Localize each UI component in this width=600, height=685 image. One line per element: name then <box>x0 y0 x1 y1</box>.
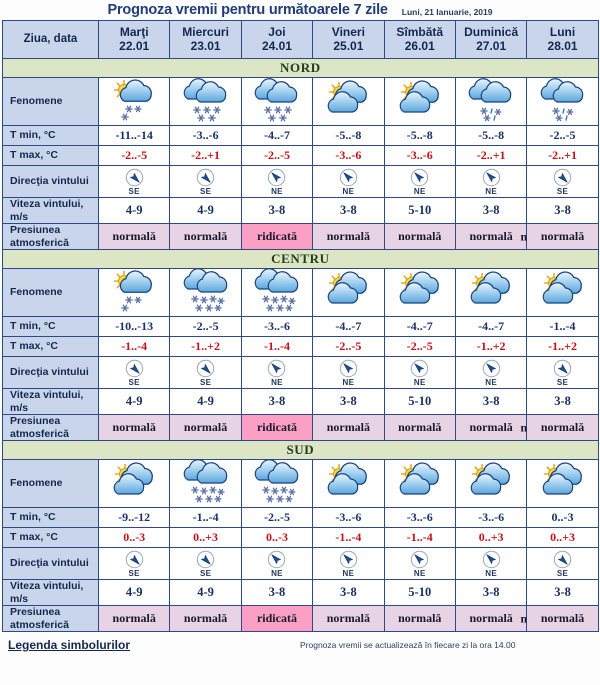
row-label-pressure: Presiunea atmosferică <box>3 415 99 441</box>
wind-speed-value-0-2: 3-8 <box>241 198 312 224</box>
wind-dir-cell-1-1 <box>170 357 241 389</box>
sun-cloud-icon <box>385 270 455 316</box>
pressure-value-0-5: normală <box>455 224 526 250</box>
pressure-value-2-0: normală <box>99 606 170 632</box>
tmin-value-1-4: -4..-7 <box>384 317 455 337</box>
row-label-tmin: T min, °C <box>3 317 99 337</box>
forecast-table-body <box>3 21 599 632</box>
row-label-wind-speed: Viteza vintului, m/s <box>3 580 99 606</box>
wind-speed-value-1-5: 3-8 <box>455 389 526 415</box>
wind-dir-cell-0-1 <box>170 166 241 198</box>
weather-cell-2-2 <box>241 460 312 508</box>
pressure-value-0-1: normală <box>170 224 241 250</box>
wind-dir-cell-2-5 <box>455 548 526 580</box>
tmax-value-1-4: -2..-5 <box>384 337 455 357</box>
tmax-value-0-0: -2..-5 <box>99 146 170 166</box>
wind-speed-value-1-0: 4-9 <box>99 389 170 415</box>
row-wind-direction-0 <box>3 166 599 198</box>
weather-cell-1-6 <box>527 269 598 317</box>
pressure-value-0-3: normală <box>313 224 384 250</box>
wind-dir-label-2-4: NE <box>413 568 426 578</box>
legend-link[interactable]: Legenda simbolurilor <box>8 638 131 652</box>
forecast-date: Luni, 21 Ianuarie, 2019 <box>401 6 493 17</box>
tmax-value-1-5: -1..+2 <box>455 337 526 357</box>
compass-se-icon <box>125 359 144 378</box>
tmax-value-1-1: -1..+2 <box>170 337 241 357</box>
compass-se-icon <box>553 168 572 187</box>
wind-speed-value-0-3: 3-8 <box>313 198 384 224</box>
compass-ne-icon <box>339 168 358 187</box>
pressure-value-1-5: normală <box>455 415 526 441</box>
region-title-centru: CENTRU <box>3 250 599 269</box>
compass-se-icon <box>125 168 144 187</box>
pressure-value-1-1: normală <box>170 415 241 441</box>
row-tmax-0 <box>3 146 599 166</box>
weather-cell-2-6 <box>527 460 598 508</box>
compass-se-icon <box>553 550 572 569</box>
tmax-value-2-1: 0..+3 <box>170 528 241 548</box>
sun-cloud-snow-icon <box>99 79 169 125</box>
compass-se-icon <box>125 550 144 569</box>
tmax-value-1-2: -1..-4 <box>241 337 312 357</box>
pressure-value-2-3: normală <box>313 606 384 632</box>
footer <box>0 632 600 658</box>
pressure-overflow-artifact: n <box>520 229 528 243</box>
weather-cell-0-6 <box>527 78 598 126</box>
tmax-value-2-5: 0..+3 <box>455 528 526 548</box>
row-fenomene-2 <box>3 460 599 508</box>
header-cell-day-5: Duminică 27.01 <box>455 21 526 59</box>
wind-speed-value-1-1: 4-9 <box>170 389 241 415</box>
row-tmax-1 <box>3 337 599 357</box>
wind-speed-value-2-6: 3-8 <box>527 580 598 606</box>
tmax-value-1-0: -1..-4 <box>99 337 170 357</box>
wind-dir-label-0-2: NE <box>271 186 283 196</box>
wind-speed-value-2-1: 4-9 <box>170 580 241 606</box>
wind-dir-cell-2-2 <box>241 548 312 580</box>
compass-ne-icon <box>482 359 501 378</box>
forecast-table <box>2 20 599 632</box>
tmin-value-0-1: -3..-6 <box>170 126 241 146</box>
tmax-value-0-5: -2..+1 <box>455 146 526 166</box>
page-title-bar <box>0 0 600 20</box>
cloud-snow-heavy-icon <box>170 270 240 316</box>
cloud-snow-icon <box>170 79 240 125</box>
compass-se-icon <box>553 359 572 378</box>
table-header-row <box>3 21 599 59</box>
weather-cell-0-4 <box>384 78 455 126</box>
wind-dir-label-0-0: SE <box>128 186 140 196</box>
row-label-tmin: T min, °C <box>3 508 99 528</box>
wind-dir-label-1-2: NE <box>271 377 283 387</box>
tmin-value-2-3: -3..-6 <box>313 508 384 528</box>
wind-speed-value-1-2: 3-8 <box>241 389 312 415</box>
tmin-value-2-2: -2..-5 <box>241 508 312 528</box>
row-wind-speed-0 <box>3 198 599 224</box>
row-label-wind-direction: Direcţia vintului <box>3 548 99 580</box>
tmax-value-2-2: 0..-3 <box>241 528 312 548</box>
tmin-value-2-5: -3..-6 <box>455 508 526 528</box>
wind-dir-label-0-5: NE <box>485 186 497 196</box>
wind-speed-value-2-4: 5-10 <box>384 580 455 606</box>
tmin-value-1-0: -10..-13 <box>99 317 170 337</box>
tmin-value-0-6: -2..-5 <box>527 126 598 146</box>
compass-ne-icon <box>339 550 358 569</box>
wind-dir-label-0-3: NE <box>342 186 355 196</box>
tmin-value-0-2: -4..-7 <box>241 126 312 146</box>
row-tmin-2 <box>3 508 599 528</box>
compass-se-icon <box>196 550 215 569</box>
header-cell-day-1: Miercuri 23.01 <box>170 21 241 59</box>
wind-dir-cell-1-6 <box>527 357 598 389</box>
tmin-value-2-0: -9..-12 <box>99 508 170 528</box>
tmin-value-0-4: -5..-8 <box>384 126 455 146</box>
weather-cell-1-4 <box>384 269 455 317</box>
sun-cloud-icon <box>313 79 383 125</box>
weather-cell-1-1 <box>170 269 241 317</box>
pressure-value-2-4: normală <box>384 606 455 632</box>
pressure-overflow-artifact: n <box>520 611 528 625</box>
tmin-value-2-6: 0..-3 <box>527 508 598 528</box>
row-wind-direction-2 <box>3 548 599 580</box>
sun-cloud-icon <box>99 461 169 507</box>
tmax-value-0-2: -2..-5 <box>241 146 312 166</box>
wind-dir-label-0-6: SE <box>556 186 569 196</box>
weather-cell-1-2 <box>241 269 312 317</box>
wind-dir-label-0-1: SE <box>199 186 212 196</box>
compass-ne-icon <box>267 168 286 187</box>
tmin-value-2-1: -1..-4 <box>170 508 241 528</box>
header-cell-day-2: Joi 24.01 <box>241 21 312 59</box>
compass-ne-icon <box>482 168 501 187</box>
pressure-value-1-4: normală <box>384 415 455 441</box>
row-tmin-1 <box>3 317 599 337</box>
tmin-value-1-1: -2..-5 <box>170 317 241 337</box>
sun-cloud-icon <box>456 270 526 316</box>
row-wind-speed-2 <box>3 580 599 606</box>
tmax-value-2-6: 0..+3 <box>527 528 598 548</box>
sun-cloud-icon <box>527 461 597 507</box>
pressure-value-1-6: n normală <box>527 415 598 441</box>
wind-dir-label-2-3: NE <box>342 568 355 578</box>
compass-ne-icon <box>410 550 429 569</box>
wind-speed-value-0-6: 3-8 <box>527 198 598 224</box>
weather-cell-0-2 <box>241 78 312 126</box>
wind-speed-value-1-4: 5-10 <box>384 389 455 415</box>
pressure-overflow-artifact: n <box>520 420 528 434</box>
weather-cell-2-1 <box>170 460 241 508</box>
tmax-value-0-1: -2..+1 <box>170 146 241 166</box>
wind-dir-label-1-0: SE <box>128 377 140 387</box>
row-tmin-0 <box>3 126 599 146</box>
wind-dir-label-1-6: SE <box>556 377 569 387</box>
weather-cell-1-0 <box>99 269 170 317</box>
weather-cell-1-3 <box>313 269 384 317</box>
tmax-value-0-6: -2..+1 <box>527 146 598 166</box>
row-fenomene-1 <box>3 269 599 317</box>
tmax-value-1-3: -2..-5 <box>313 337 384 357</box>
pressure-value-2-2: ridicată <box>241 606 312 632</box>
header-cell-day-label: Ziua, data <box>3 21 99 59</box>
row-label-wind-direction: Direcţia vintului <box>3 357 99 389</box>
tmax-value-2-0: 0..-3 <box>99 528 170 548</box>
tmax-value-2-4: -1..-4 <box>384 528 455 548</box>
row-label-wind-speed: Viteza vintului, m/s <box>3 198 99 224</box>
pressure-value-0-0: normală <box>99 224 170 250</box>
row-label-tmax: T max, °C <box>3 146 99 166</box>
tmin-value-1-2: -3..-6 <box>241 317 312 337</box>
wind-dir-cell-0-6 <box>527 166 598 198</box>
cloud-snow-icon <box>242 79 312 125</box>
wind-dir-cell-2-1 <box>170 548 241 580</box>
row-label-fenomene: Fenomene <box>3 78 99 126</box>
tmax-value-2-3: -1..-4 <box>313 528 384 548</box>
header-cell-day-6: Luni 28.01 <box>527 21 598 59</box>
wind-speed-value-1-3: 3-8 <box>313 389 384 415</box>
weather-cell-0-5 <box>455 78 526 126</box>
pressure-value-2-6: n normală <box>527 606 598 632</box>
pressure-value-0-4: normală <box>384 224 455 250</box>
row-pressure-1 <box>3 415 599 441</box>
sun-cloud-icon <box>313 461 383 507</box>
sun-cloud-snow-icon <box>99 270 169 316</box>
pressure-value-0-6: n normală <box>527 224 598 250</box>
wind-dir-cell-2-3 <box>313 548 384 580</box>
region-band-sud <box>3 441 599 460</box>
sun-cloud-icon <box>313 270 383 316</box>
row-wind-speed-1 <box>3 389 599 415</box>
compass-ne-icon <box>410 168 429 187</box>
wind-speed-value-2-2: 3-8 <box>241 580 312 606</box>
tmin-value-2-4: -3..-6 <box>384 508 455 528</box>
tmax-value-1-6: -1..+2 <box>527 337 598 357</box>
region-band-centru <box>3 250 599 269</box>
wind-dir-cell-0-0 <box>99 166 170 198</box>
cloud-snow-heavy-icon <box>242 461 312 507</box>
tmin-value-1-6: -1..-4 <box>527 317 598 337</box>
weather-cell-2-0 <box>99 460 170 508</box>
wind-speed-value-2-5: 3-8 <box>455 580 526 606</box>
header-cell-day-4: Sîmbătă 26.01 <box>384 21 455 59</box>
region-title-nord: NORD <box>3 59 599 78</box>
wind-dir-label-2-2: NE <box>271 568 283 578</box>
wind-dir-cell-2-0 <box>99 548 170 580</box>
pressure-value-1-2: ridicată <box>241 415 312 441</box>
compass-se-icon <box>196 168 215 187</box>
compass-se-icon <box>196 359 215 378</box>
cloud-snow-heavy-icon <box>242 270 312 316</box>
page-title: Prognoza vremii pentru următoarele 7 zile <box>107 2 388 18</box>
wind-dir-label-1-3: NE <box>342 377 355 387</box>
tmin-value-1-5: -4..-7 <box>455 317 526 337</box>
sun-cloud-icon <box>385 461 455 507</box>
tmin-value-0-5: -5..-8 <box>455 126 526 146</box>
header-cell-day-0: Marţi 22.01 <box>99 21 170 59</box>
wind-speed-value-2-0: 4-9 <box>99 580 170 606</box>
row-label-tmin: T min, °C <box>3 126 99 146</box>
row-label-pressure: Presiunea atmosferică <box>3 606 99 632</box>
weather-cell-2-3 <box>313 460 384 508</box>
wind-speed-value-2-3: 3-8 <box>313 580 384 606</box>
compass-ne-icon <box>339 359 358 378</box>
wind-speed-value-0-0: 4-9 <box>99 198 170 224</box>
wind-dir-label-2-6: SE <box>556 568 569 578</box>
wind-dir-label-1-4: NE <box>413 377 426 387</box>
wind-speed-value-1-6: 3-8 <box>527 389 598 415</box>
weather-cell-0-3 <box>313 78 384 126</box>
row-fenomene-0 <box>3 78 599 126</box>
wind-dir-cell-1-4 <box>384 357 455 389</box>
wind-speed-value-0-4: 5-10 <box>384 198 455 224</box>
row-label-fenomene: Fenomene <box>3 269 99 317</box>
wind-dir-label-2-1: SE <box>199 568 212 578</box>
sun-cloud-icon <box>385 79 455 125</box>
wind-dir-label-0-4: NE <box>413 186 426 196</box>
cloud-snow-rain-icon <box>456 79 526 125</box>
tmin-value-0-0: -11..-14 <box>99 126 170 146</box>
wind-speed-value-0-1: 4-9 <box>170 198 241 224</box>
region-title-sud: SUD <box>3 441 599 460</box>
update-note: Prognoza vremii se actualizează în fiecare zi la ora 14.00 <box>300 640 516 650</box>
sun-cloud-icon <box>527 270 597 316</box>
compass-ne-icon <box>267 550 286 569</box>
wind-dir-cell-0-5 <box>455 166 526 198</box>
tmax-value-0-3: -3..-6 <box>313 146 384 166</box>
wind-dir-cell-2-6 <box>527 548 598 580</box>
wind-dir-label-2-5: NE <box>485 568 497 578</box>
pressure-value-0-2: ridicată <box>241 224 312 250</box>
row-label-wind-direction: Direcţia vintului <box>3 166 99 198</box>
row-label-tmax: T max, °C <box>3 528 99 548</box>
compass-ne-icon <box>482 550 501 569</box>
weather-cell-2-5 <box>455 460 526 508</box>
wind-dir-cell-0-4 <box>384 166 455 198</box>
tmin-value-0-3: -5..-8 <box>313 126 384 146</box>
weather-cell-1-5 <box>455 269 526 317</box>
weather-cell-0-1 <box>170 78 241 126</box>
row-pressure-0 <box>3 224 599 250</box>
compass-ne-icon <box>410 359 429 378</box>
pressure-value-1-0: normală <box>99 415 170 441</box>
wind-dir-cell-1-3 <box>313 357 384 389</box>
wind-dir-cell-1-0 <box>99 357 170 389</box>
row-label-fenomene: Fenomene <box>3 460 99 508</box>
tmin-value-1-3: -4..-7 <box>313 317 384 337</box>
wind-dir-label-2-0: SE <box>128 568 140 578</box>
wind-dir-cell-2-4 <box>384 548 455 580</box>
row-tmax-2 <box>3 528 599 548</box>
weather-cell-0-0 <box>99 78 170 126</box>
row-label-wind-speed: Viteza vintului, m/s <box>3 389 99 415</box>
header-cell-day-3: Vineri 25.01 <box>313 21 384 59</box>
sun-cloud-icon <box>456 461 526 507</box>
row-wind-direction-1 <box>3 357 599 389</box>
row-pressure-2 <box>3 606 599 632</box>
pressure-value-2-1: normală <box>170 606 241 632</box>
wind-dir-cell-1-5 <box>455 357 526 389</box>
pressure-value-1-3: normală <box>313 415 384 441</box>
wind-speed-value-0-5: 3-8 <box>455 198 526 224</box>
row-label-tmax: T max, °C <box>3 337 99 357</box>
wind-dir-cell-1-2 <box>241 357 312 389</box>
row-label-pressure: Presiunea atmosferică <box>3 224 99 250</box>
pressure-value-2-5: normală <box>455 606 526 632</box>
wind-dir-cell-0-2 <box>241 166 312 198</box>
wind-dir-cell-0-3 <box>313 166 384 198</box>
cloud-snow-rain-icon <box>527 79 597 125</box>
compass-ne-icon <box>267 359 286 378</box>
wind-dir-label-1-5: NE <box>485 377 497 387</box>
tmax-value-0-4: -3..-6 <box>384 146 455 166</box>
weather-cell-2-4 <box>384 460 455 508</box>
region-band-nord <box>3 59 599 78</box>
wind-dir-label-1-1: SE <box>199 377 212 387</box>
cloud-snow-heavy-icon <box>170 461 240 507</box>
